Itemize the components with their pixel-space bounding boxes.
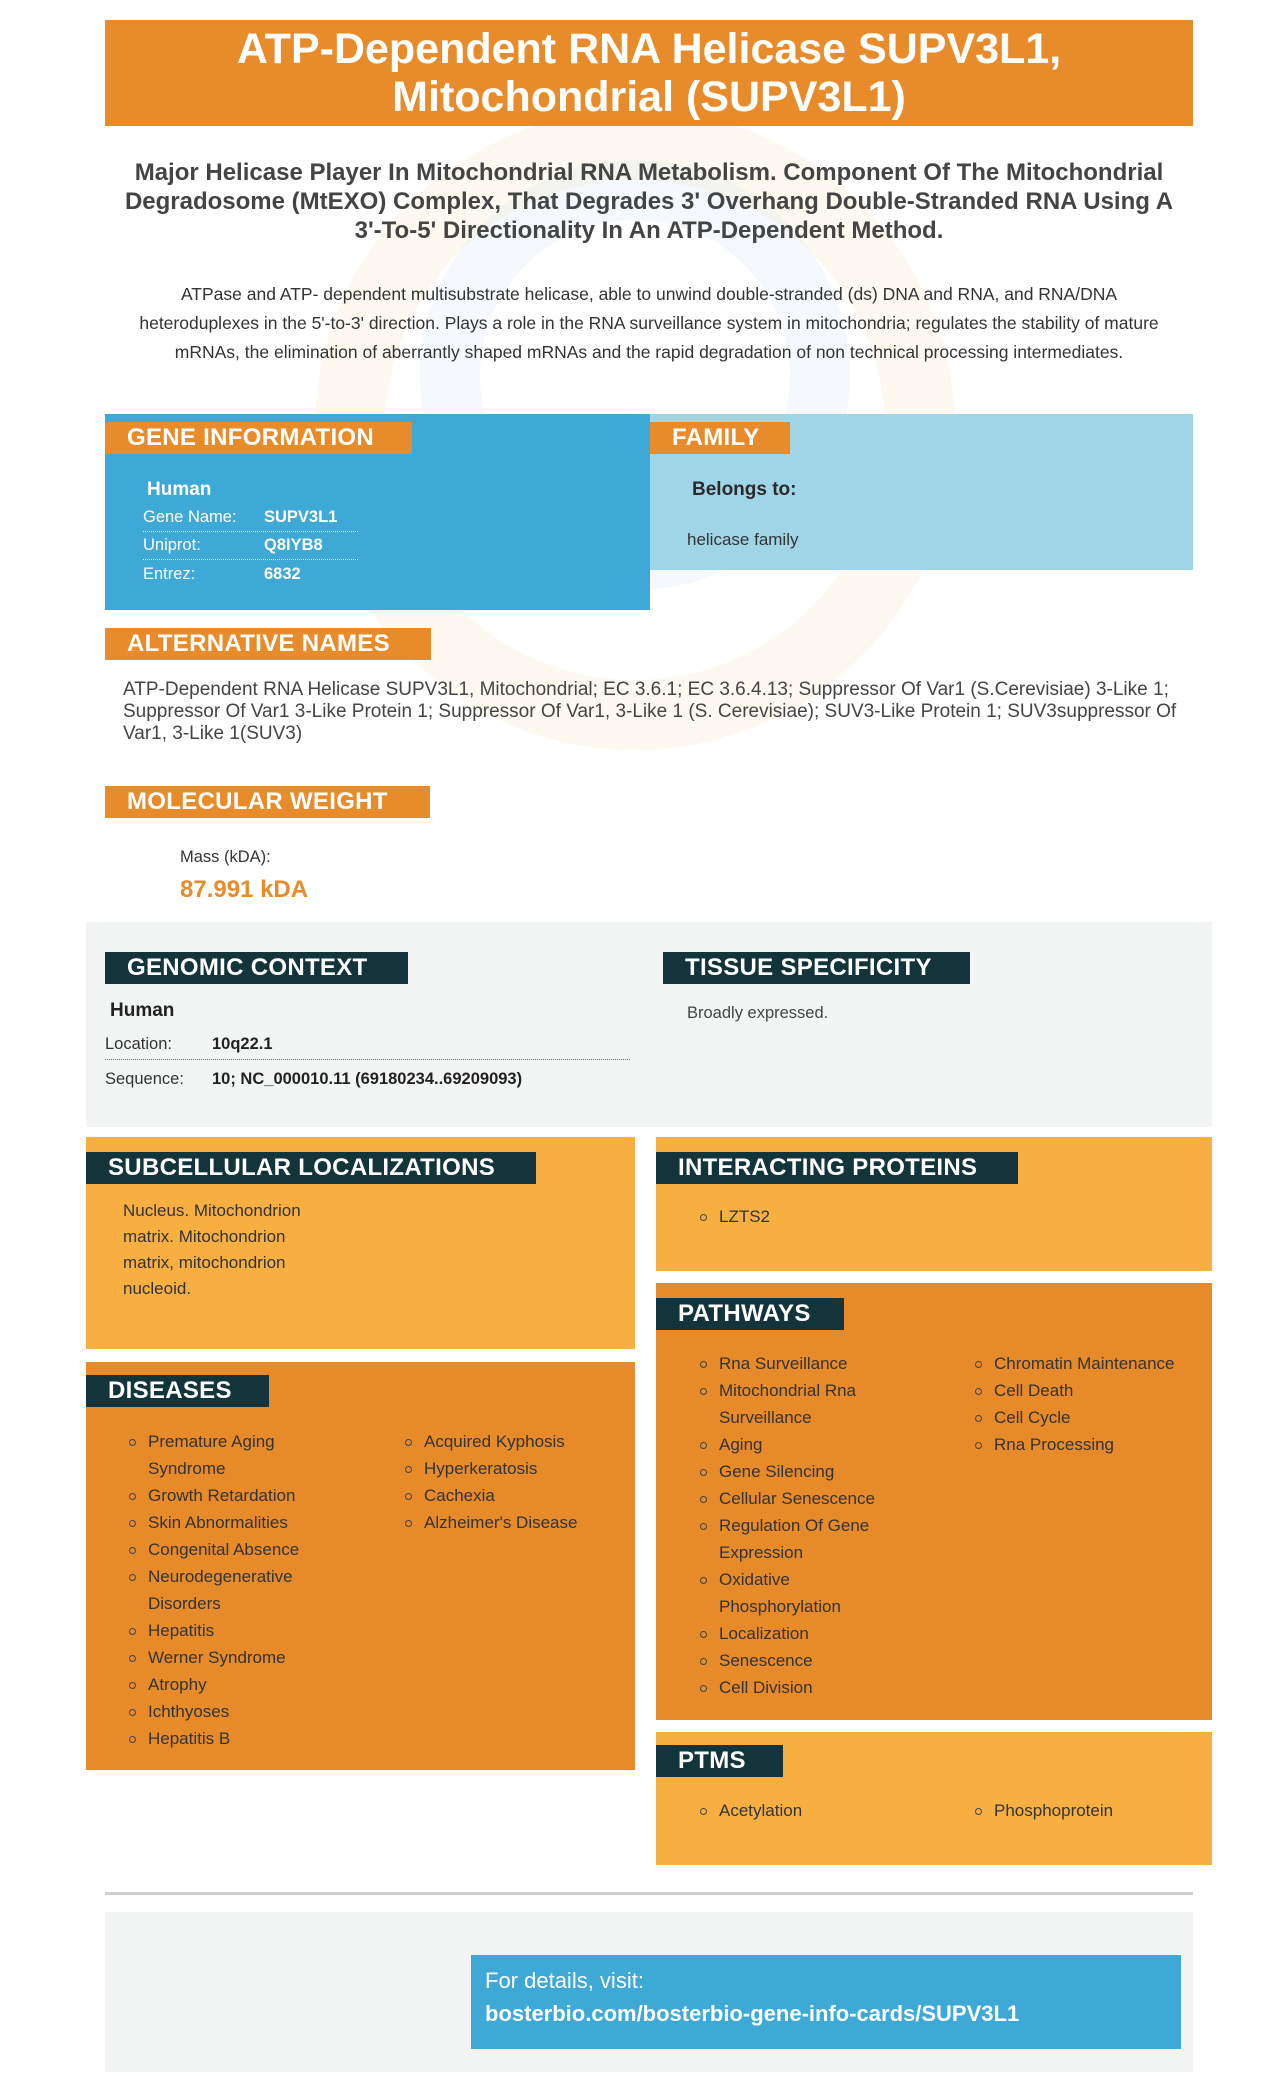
genomic-species: Human: [110, 1000, 175, 1021]
list-item: Congenital Absence: [129, 1536, 329, 1563]
gene-name-label: Gene Name:: [143, 508, 237, 526]
tissue-specificity-heading: TISSUE SPECIFICITY: [663, 952, 970, 984]
footer-divider: [105, 1892, 1193, 1895]
list-item: Localization: [700, 1620, 900, 1647]
list-item: Cell Cycle: [975, 1404, 1200, 1431]
list-item: Aging: [700, 1431, 900, 1458]
location-label: Location:: [105, 1035, 172, 1053]
list-item: Rna Processing: [975, 1431, 1200, 1458]
location-value: 10q22.1: [212, 1035, 273, 1053]
ptms-list-col1: [700, 1797, 900, 1824]
entrez-value: 6832: [264, 564, 301, 583]
list-item: Rna Surveillance: [700, 1350, 900, 1377]
genomic-context-heading: GENOMIC CONTEXT: [105, 952, 408, 984]
tissue-specificity-text: Broadly expressed.: [687, 1004, 829, 1022]
diseases-list-col1: [129, 1428, 329, 1752]
list-item: Cellular Senescence: [700, 1485, 900, 1512]
function-summary: ATPase and ATP- dependent multisubstrate helicase, able to unwind double-stranded (ds) DNA and RNA, and RNA/DNA heteroduplexes in the 5'-to-3' direction. Plays a role in the RNA surveillance system in mitochondria; regulates the stability of mature mRNAs, the elimination of aberrantly shaped mRNAs and the rapid degradation of non technical processing intermediates.: [139, 284, 1159, 362]
list-item: Hepatitis B: [129, 1725, 329, 1752]
page-title: ATP-Dependent RNA Helicase SUPV3L1, Mitochondrial (SUPV3L1): [105, 20, 1193, 126]
mass-value: 87.991 kDA: [180, 876, 309, 903]
list-item: Atrophy: [129, 1671, 329, 1698]
page-subtitle: Major Helicase Player In Mitochondrial RNA Metabolism. Component Of The Mitochondrial Degradosome (MtEXO) Complex, That Degrades 3' Overhang Double-Stranded RNA Using A 3'-To-5' Directionality In An ATP-Dependent Method.: [124, 159, 1174, 244]
details-link-url[interactable]: bosterbio.com/bosterbio-gene-info-cards/SUPV3L1: [485, 2001, 1020, 2026]
subcellular-heading: SUBCELLULAR LOCALIZATIONS: [86, 1152, 536, 1184]
list-item: Premature Aging Syndrome: [129, 1428, 329, 1482]
diseases-heading: DISEASES: [86, 1375, 269, 1407]
uniprot-label: Uniprot:: [143, 536, 201, 554]
list-item: Cachexia: [405, 1482, 625, 1509]
gene-species: Human: [147, 479, 212, 500]
list-item: Senescence: [700, 1647, 900, 1674]
molecular-weight-heading: MOLECULAR WEIGHT: [105, 786, 430, 818]
location-row: [105, 1030, 630, 1060]
list-item: Acetylation: [700, 1797, 900, 1824]
family-belongs-label: Belongs to:: [692, 479, 797, 500]
list-item: Oxidative Phosphorylation: [700, 1566, 900, 1620]
uniprot-row: [143, 532, 358, 560]
list-item: Hyperkeratosis: [405, 1455, 625, 1482]
interacting-proteins-list: [700, 1203, 1180, 1230]
family-value: helicase family: [687, 530, 799, 549]
pathways-heading: PATHWAYS: [656, 1298, 844, 1330]
list-item: Phosphoprotein: [975, 1797, 1175, 1824]
family-heading: FAMILY: [650, 422, 790, 454]
sequence-label: Sequence:: [105, 1069, 184, 1088]
list-item: Hepatitis: [129, 1617, 329, 1644]
list-item: Acquired Kyphosis: [405, 1428, 625, 1455]
list-item: Ichthyoses: [129, 1698, 329, 1725]
list-item: LZTS2: [700, 1203, 1180, 1230]
pathways-list-col2: [975, 1350, 1200, 1458]
details-link-box[interactable]: [471, 1955, 1181, 2049]
details-link-label: For details, visit:: [485, 1968, 644, 1993]
gene-name-row: [143, 504, 358, 532]
gene-information-heading: GENE INFORMATION: [105, 422, 412, 454]
sequence-value: 10; NC_000010.11 (69180234..69209093): [212, 1069, 523, 1088]
ptms-heading: PTMS: [656, 1745, 783, 1777]
list-item: Werner Syndrome: [129, 1644, 329, 1671]
list-item: Skin Abnormalities: [129, 1509, 329, 1536]
list-item: Mitochondrial Rna Surveillance: [700, 1377, 900, 1431]
list-item: Neurodegenerative Disorders: [129, 1563, 329, 1617]
pathways-list-col1: [700, 1350, 900, 1701]
list-item: Growth Retardation: [129, 1482, 329, 1509]
alternative-names-heading: ALTERNATIVE NAMES: [105, 628, 431, 660]
list-item: Cell Death: [975, 1377, 1200, 1404]
entrez-label: Entrez:: [143, 564, 196, 583]
subcellular-text: Nucleus. Mitochondrion matrix. Mitochondrion matrix, mitochondrion nucleoid.: [123, 1201, 301, 1298]
entrez-row: [143, 560, 358, 588]
ptms-list-col2: [975, 1797, 1175, 1824]
diseases-list-col2: [405, 1428, 625, 1536]
gene-name-value: SUPV3L1: [264, 508, 338, 526]
list-item: Regulation Of Gene Expression: [700, 1512, 900, 1566]
interacting-proteins-heading: INTERACTING PROTEINS: [656, 1152, 1018, 1184]
list-item: Alzheimer's Disease: [405, 1509, 625, 1536]
list-item: Cell Division: [700, 1674, 900, 1701]
mass-label: Mass (kDA):: [180, 848, 271, 866]
list-item: Gene Silencing: [700, 1458, 900, 1485]
alternative-names-text: ATP-Dependent RNA Helicase SUPV3L1, Mitochondrial; EC 3.6.1; EC 3.6.4.13; Suppressor Of Var1 (S.Cerevisiae) 3-Like 1; Suppressor Of Var1 3-Like Protein 1; Suppressor Of Var1, 3-Like 1 (S. Cerevisiae); SUV3-Like Protein 1; SUV3suppressor Of Var1, 3-Like 1(SUV3): [123, 679, 1177, 744]
sequence-row: [105, 1064, 630, 1094]
uniprot-value: Q8IYB8: [264, 536, 323, 554]
list-item: Chromatin Maintenance: [975, 1350, 1200, 1377]
